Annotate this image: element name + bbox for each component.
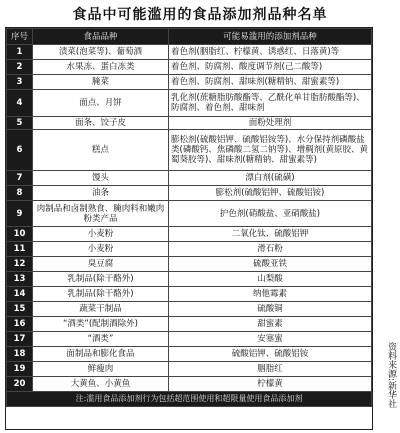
table-row: [7, 242, 372, 257]
food-cell: 蔬菜干制品: [33, 302, 169, 317]
table-footnote: 注:滥用食品添加剂行为包括超范围使用和超限量使用食品添加剂: [7, 392, 372, 407]
food-cell: 鲜瘦肉: [33, 362, 169, 377]
additive-cell: 胭脂红: [169, 362, 372, 377]
additive-table-container: [5, 27, 373, 430]
header-additive: 可能易滥用的添加剂品种: [169, 29, 372, 45]
table-row: [7, 45, 372, 60]
table-row: [7, 130, 372, 171]
table-row: [7, 227, 372, 242]
row-number: 6: [7, 130, 33, 171]
row-number: 10: [7, 227, 33, 242]
additive-cell: 柠檬黄: [169, 377, 372, 392]
food-cell: 小麦粉: [33, 227, 169, 242]
row-number: 8: [7, 186, 33, 201]
food-cell: “酒类”(配制酒除外): [33, 317, 169, 332]
food-cell: 渍菜(泡菜等)、葡萄酒: [33, 45, 169, 60]
row-number: 20: [7, 377, 33, 392]
row-number: 16: [7, 317, 33, 332]
row-number: 19: [7, 362, 33, 377]
additive-cell: 着色剂(胭脂红、柠檬黄、诱惑红、日落黄)等: [169, 45, 372, 60]
additive-cell: 硫酸铜: [169, 302, 372, 317]
table-body: [7, 45, 372, 392]
row-number: 9: [7, 201, 33, 227]
table-row: [7, 171, 372, 186]
table-row: [7, 287, 372, 302]
food-cell: 大黄鱼、小黄鱼: [33, 377, 169, 392]
table-row: [7, 90, 372, 117]
additive-cell: 滑石粉: [169, 242, 372, 257]
additive-cell: 着色剂、防腐剂、酸度调节剂(己二酸等): [169, 60, 372, 75]
table-row: [7, 272, 372, 287]
table-row: [7, 302, 372, 317]
additive-cell: 着色剂、防腐剂、甜味剂(糖精钠、甜蜜素等): [169, 75, 372, 90]
row-number: 11: [7, 242, 33, 257]
food-cell: 乳制品(除干酪外): [33, 287, 169, 302]
additive-cell: 纳他霉素: [169, 287, 372, 302]
table-row: [7, 117, 372, 130]
row-number: 17: [7, 332, 33, 347]
food-cell: 馒头: [33, 171, 169, 186]
food-cell: 乳制品(除干酪外): [33, 272, 169, 287]
row-number: 13: [7, 272, 33, 287]
table-row: [7, 332, 372, 347]
table-row: [7, 75, 372, 90]
row-number: 5: [7, 117, 33, 130]
table-row: [7, 347, 372, 362]
additive-cell: 硫酸铝钾、硫酸铝铵: [169, 347, 372, 362]
additive-cell: 乳化剂(蔗糖脂肪酸酯等、乙酰化单甘脂肪酸酯等)、防腐剂、着色剂、甜味剂: [169, 90, 372, 117]
additive-cell: 护色剂(硝酸盐、亚硝酸盐): [169, 201, 372, 227]
additive-cell: 面粉处理剂: [169, 117, 372, 130]
row-number: 14: [7, 287, 33, 302]
table-header-row: [7, 29, 372, 45]
food-cell: 面条、饺子皮: [33, 117, 169, 130]
additive-cell: 膨松剂(硫酸铝钾、硫酸铝铵等)、水分保持剂磷酸盐类(磷酸钙、焦磷酸二氢二钠等)、增稠剂(黄原胶、黄蜀葵胶等)、甜味剂(糖精钠、甜蜜素等): [169, 130, 372, 171]
row-number: 4: [7, 90, 33, 117]
food-cell: 油条: [33, 186, 169, 201]
page-title: 食品中可能滥用的食品添加剂品种名单: [72, 7, 328, 23]
row-number: 18: [7, 347, 33, 362]
food-cell: 糕点: [33, 130, 169, 171]
food-cell: 肉制品和卤制熟食、腌肉料和嫩肉粉类产品: [33, 201, 169, 227]
additive-cell: 膨松剂(硫酸铝钾、硫酸铝铵): [169, 186, 372, 201]
table-row: [7, 201, 372, 227]
source-note: 资料来源:新华社: [386, 342, 396, 409]
additive-cell: 安塞蜜: [169, 332, 372, 347]
header-num: 序号: [7, 29, 33, 45]
additive-cell: 山梨酸: [169, 272, 372, 287]
row-number: 15: [7, 302, 33, 317]
header-food: 食品品种: [33, 29, 169, 45]
additive-cell: 二氧化钛、硫酸铝钾: [169, 227, 372, 242]
food-cell: 小麦粉: [33, 242, 169, 257]
table-row: [7, 186, 372, 201]
additive-cell: 漂白剂(硫磺): [169, 171, 372, 186]
additive-cell: 甜蜜素: [169, 317, 372, 332]
row-number: 7: [7, 171, 33, 186]
row-number: 1: [7, 45, 33, 60]
food-cell: 臭豆腐: [33, 257, 169, 272]
row-number: 12: [7, 257, 33, 272]
table-row: [7, 317, 372, 332]
additive-cell: 硫酸亚铁: [169, 257, 372, 272]
row-number: 3: [7, 75, 33, 90]
row-number: 2: [7, 60, 33, 75]
food-cell: “酒类”: [33, 332, 169, 347]
table-row: [7, 362, 372, 377]
food-cell: 水果冻、蛋白冻类: [33, 60, 169, 75]
table-row: [7, 377, 372, 392]
table-row: [7, 60, 372, 75]
food-cell: 面点、月饼: [33, 90, 169, 117]
additive-table: [6, 28, 372, 407]
table-row: [7, 257, 372, 272]
food-cell: 腌菜: [33, 75, 169, 90]
food-cell: 面制品和膨化食品: [33, 347, 169, 362]
table-footer-row: [7, 392, 372, 407]
